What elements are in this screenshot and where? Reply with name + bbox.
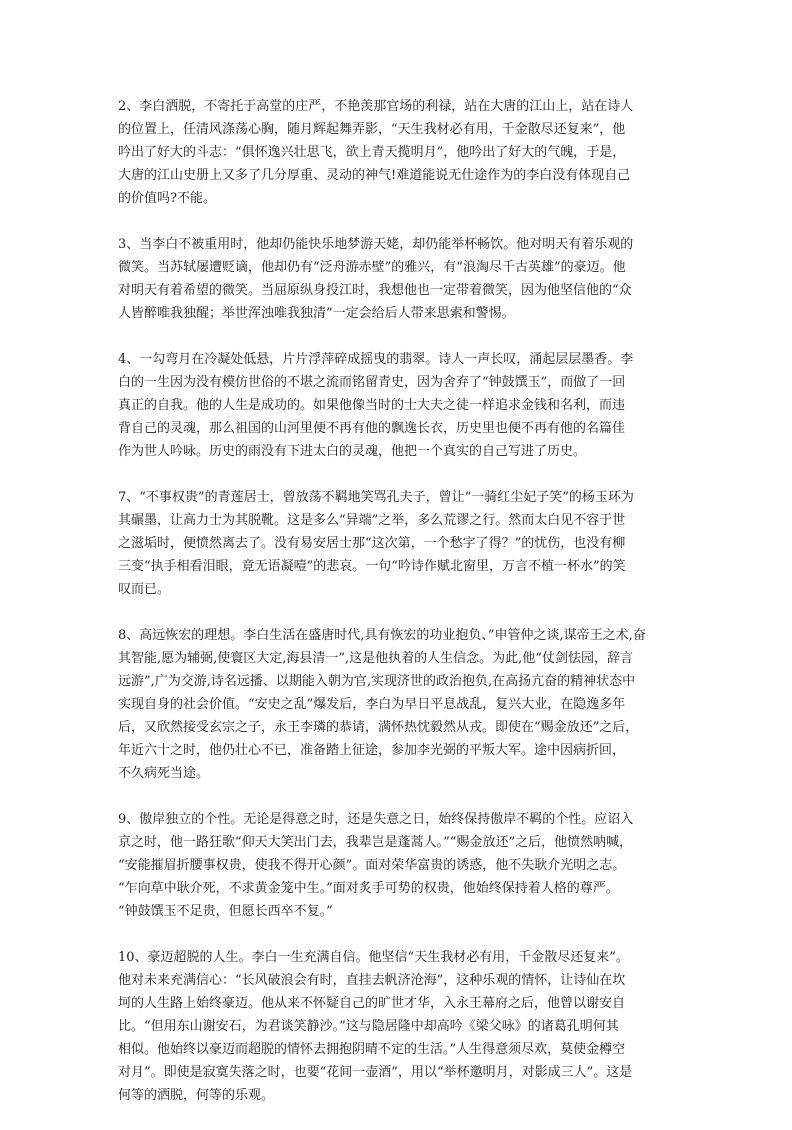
document-body — [118, 95, 678, 1130]
paragraph-7: 7、“不事权贵”的青莲居士，曾放荡不羁地笑骂孔夫子，曾让“一骑红尘妃子笑”的杨玉环为 其碾墨，让高力士为其脱靴。这是多么“异端”之举，多么荒谬之行。然而太白见不容于世 之滋垢时，便愤然离去了。没有易安居士那“这次第，一个愁字了得？”的忧伤，也没有柳 三变“执手相看泪眼，竟无语凝噎”的悲哀。一句“吟诗作赋北窗里，万言不植一杯水”的笑 叹而已。 — [118, 490, 634, 597]
paragraph-2: 2、李白洒脱，不寄托于高堂的庄严，不艳羡那官场的利禄，站在大唐的江山上，站在诗人 的位置上，任清风涤荡心胸，随月辉起舞弄影，“天生我材必有用，千金散尽还复来”，他 吟出了好大的斗志：“俱怀逸兴壮思飞，欲上青天揽明月”，他吟出了好大的气魄，于是， 大唐的江山史册上又多了几分厚重、灵动的神气!难道能说无仕途作为的李白没有体现自己 的价值吗?不能。 — [118, 99, 634, 206]
paragraph-3: 3、当李白不被重用时，他却仍能快乐地梦游天姥，却仍能举杯畅饮。他对明天有着乐观的 微笑。当苏轼屡遭贬谪，他却仍有“泛舟游赤壁”的雅兴，有“浪淘尽千古英雄”的豪迈。他 对明天有着希望的微笑。当屈原纵身投江时，我想他也一定带着微笑，因为他坚信他的“众 人皆醉唯我独醒；举世浑浊唯我独清”一定会给后人带来思索和警惕。 — [118, 237, 634, 321]
paragraph-4: 4、一勾弯月在冷凝处低悬，片片浮萍碎成摇曳的翡翠。诗人一声长叹，涌起层层墨香。李 白的一生因为没有模仿世俗的不堪之流而铭留青史，因为舍弃了“钟鼓馔玉”，而做了一回 真正的自我。他的人生是成功的。如果他像当时的士大夫之徒一样追求金钱和名利，而违 背自己的灵魂，那么祖国的山河里便不再有他的飘逸长衣，历史里也便不再有他的名篇佳 作为世人吟咏。历史的雨没有下进太白的灵魂，他把一个真实的自己写进了历史。 — [118, 352, 634, 459]
paragraph-8: 8、高远恢宏的理想。李白生活在盛唐时代,具有恢宏的功业抱负、”申管仲之谈,谋帝王之术,奋 其智能,愿为辅弼,使寰区大定,海县清一”,这是他执着的人生信念。为此,他“仗剑怯园，辞言 远游”,广为交游,诗名远播、以期能入朝为官,实现济世的政治抱负,在高扬亢奋的精神状态中 实现自身的社会价值。“安史之乱”爆发后，李白为早日平息战乱，复兴大业，在隐逸多年 后，又欣然接受玄宗之子，永王李璘的恭请，满怀热忱毅然从戎。即使在“赐金放还”之后， 年近六十之时，他仍壮心不已，准备踏上征途，参加李光弼的平叛大军。途中因病折回， 不久病死当途。 — [118, 628, 646, 781]
paragraph-10: 10、豪迈超脱的人生。李白一生充满自信。他坚信“天生我材必有用，千金散尽还复来”。 他对未来充满信心：“长风破浪会有时，直挂去帆济沧海”，这种乐观的情怀，让诗仙在坎 坷的人生路上始终豪迈。他从来不怀疑自己的旷世才华，入永王幕府之后，他曾以谢安自 比。“但用东山谢安石，为君谈笑静沙。”这与隐居隆中却高吟《梁父咏》的诸葛孔明何其 相似。他始终以豪迈而超脱的情怀去拥抱阴晴不定的生活。”人生得意须尽欢，莫使金樽空 对月”。即使是寂寞失落之时，也要“花间一壶酒”，用以“举杯邀明月，对影成三人”。这是 何等的洒脱，何等的乐观。 — [118, 950, 633, 1103]
paragraph-9: 9、傲岸独立的个性。无论是得意之时，还是失意之日，始终保持傲岸不羁的个性。应诏入 京之时，他一路狂歌“仰天大笑出门去，我辈岂是蓬蒿人。”“赐金放还”之后，他愤然呐喊， “安能摧眉折腰事权贵，使我不得开心颜”。面对荣华富贵的诱惑，他不失耿介光明之志。 “乍向草中耿介死，不求黄金笼中生。”面对炙手可势的权贵，他始终保持着人格的尊严。 “钟鼓馔玉不足贵，但愿长西卒不复。” — [118, 812, 634, 919]
